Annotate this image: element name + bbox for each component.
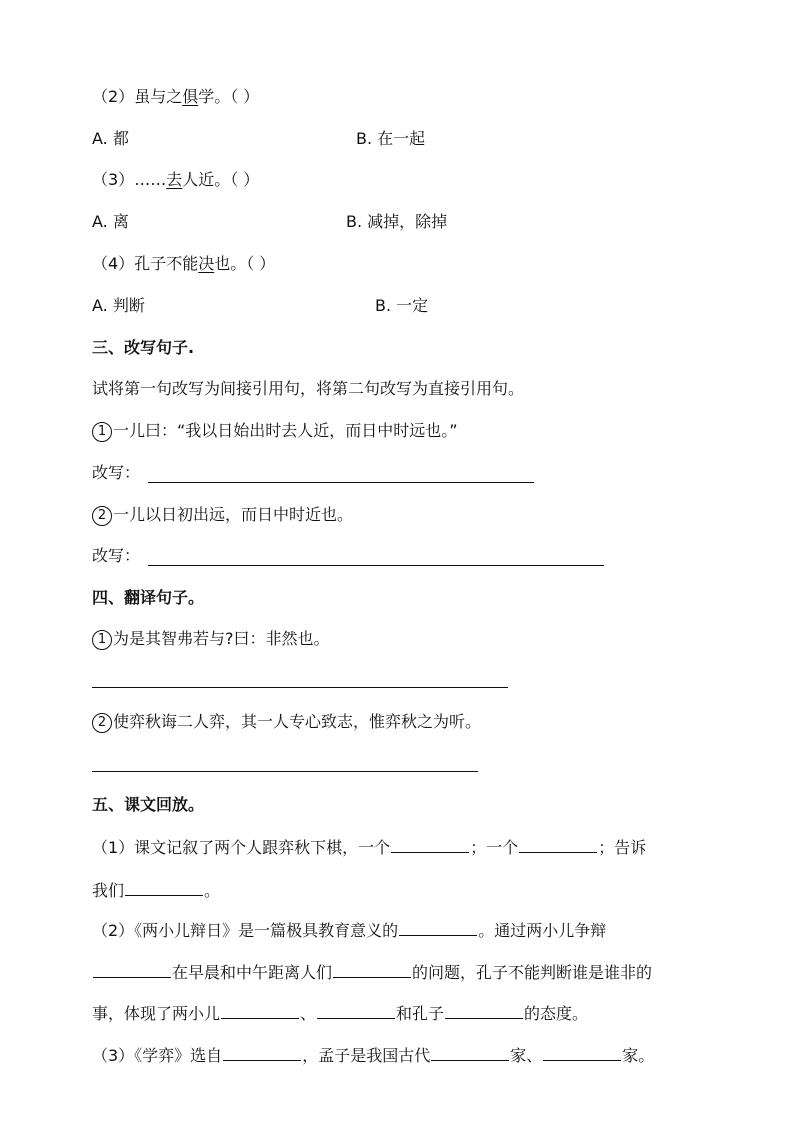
question-text: （1）课文记叙了两个人跟弈秋下棋，一个 bbox=[92, 838, 391, 857]
circled-number-2: 2 bbox=[92, 506, 112, 526]
question-text: 事，体现了两小儿 bbox=[92, 1004, 221, 1023]
sentence-text: 一儿曰：“我以日始出时去人近，而日中时远也。” bbox=[113, 421, 458, 440]
fill-blank[interactable] bbox=[431, 1044, 509, 1061]
question-text: 和孔子 bbox=[396, 1004, 445, 1023]
recall-question-2-line-1 bbox=[92, 919, 606, 941]
question-text: （3）《学弈》选自 bbox=[92, 1046, 223, 1065]
sentence-text: 一儿以日初出远，而日中时近也。 bbox=[113, 505, 354, 524]
fill-blank[interactable] bbox=[125, 879, 203, 896]
question-text: 的态度。 bbox=[524, 1004, 589, 1023]
rewrite-1-label: 改写： bbox=[92, 463, 141, 482]
question-text: 的问题，孔子不能判断谁是谁非的 bbox=[412, 963, 653, 982]
answer-bracket: 人近。（ ） bbox=[182, 170, 260, 189]
question-2-4 bbox=[92, 253, 275, 275]
recall-question-1-line-1 bbox=[92, 836, 646, 858]
rewrite-2-label: 改写： bbox=[92, 546, 141, 565]
question-text: ；一个 bbox=[470, 838, 519, 857]
fill-blank[interactable] bbox=[223, 1044, 301, 1061]
sentence-2 bbox=[92, 504, 353, 526]
question-number: （2） bbox=[92, 87, 135, 106]
question-text: 孔子不能 bbox=[134, 254, 199, 273]
question-text: 、 bbox=[300, 1004, 317, 1023]
question-text: 虽与之 bbox=[134, 87, 183, 106]
recall-question-3 bbox=[92, 1044, 654, 1066]
underlined-word: 决 bbox=[198, 254, 215, 273]
question-2-2 bbox=[92, 86, 259, 108]
recall-question-2-line-2 bbox=[92, 961, 652, 983]
translate-sentence-1 bbox=[92, 628, 330, 650]
section-4-title: 四、翻译句子。 bbox=[92, 588, 205, 607]
question-text: ；告诉 bbox=[598, 838, 647, 857]
fill-blank[interactable] bbox=[317, 1002, 395, 1019]
answer-bracket: 学。（ ） bbox=[198, 87, 260, 106]
fill-blank[interactable] bbox=[399, 919, 477, 936]
question-text: 我们 bbox=[92, 881, 125, 900]
rewrite-1-answer-line[interactable] bbox=[148, 482, 534, 483]
option-a: A. 离 bbox=[92, 212, 129, 231]
question-text: 家。 bbox=[622, 1046, 655, 1065]
question-text: …… bbox=[134, 170, 167, 189]
sentence-text: 使弈秋诲二人弈，其一人专心致志，惟弈秋之为听。 bbox=[113, 712, 482, 731]
fill-blank[interactable] bbox=[221, 1002, 299, 1019]
sentence-1 bbox=[92, 420, 458, 442]
option-a: A. 都 bbox=[92, 129, 129, 148]
option-a: A. 判断 bbox=[92, 296, 145, 315]
options-2-2 bbox=[92, 128, 425, 150]
section-3-title: 三、改写句子. bbox=[92, 338, 195, 357]
question-text: （2）《两小儿辩日》是一篇极具教育意义的 bbox=[92, 921, 399, 940]
option-b: B. 在一起 bbox=[356, 129, 426, 148]
underlined-word: 去 bbox=[166, 170, 183, 189]
circled-number-2: 2 bbox=[92, 713, 112, 733]
translate-1-answer-line[interactable] bbox=[92, 687, 508, 688]
options-2-4 bbox=[92, 295, 428, 317]
question-number: （3） bbox=[92, 170, 135, 189]
circled-number-1: 1 bbox=[92, 422, 112, 442]
section-3-instruction: 试将第一句改写为间接引用句，将第二句改写为直接引用句。 bbox=[92, 379, 525, 398]
circled-number-1: 1 bbox=[92, 630, 112, 650]
translate-sentence-2 bbox=[92, 711, 481, 733]
question-text: ，孟子是我国古代 bbox=[302, 1046, 431, 1065]
recall-question-2-line-3 bbox=[92, 1002, 588, 1024]
question-number: （4） bbox=[92, 254, 135, 273]
fill-blank[interactable] bbox=[543, 1044, 621, 1061]
fill-blank[interactable] bbox=[519, 836, 597, 853]
fill-blank[interactable] bbox=[445, 1002, 523, 1019]
question-text: 。 bbox=[204, 881, 221, 900]
question-text: 在早晨和中午距离人们 bbox=[172, 963, 333, 982]
section-5-title: 五、课文回放。 bbox=[92, 795, 205, 814]
fill-blank[interactable] bbox=[333, 961, 411, 978]
underlined-word: 俱 bbox=[182, 87, 199, 106]
rewrite-2-answer-line[interactable] bbox=[148, 565, 604, 566]
question-2-3 bbox=[92, 169, 259, 191]
option-b: B. 一定 bbox=[375, 296, 429, 315]
sentence-text: 为是其智弗若与?曰：非然也。 bbox=[113, 629, 330, 648]
options-2-3 bbox=[92, 211, 447, 233]
fill-blank[interactable] bbox=[93, 961, 171, 978]
recall-question-1-line-2 bbox=[92, 879, 220, 901]
question-text: 家、 bbox=[510, 1046, 543, 1065]
option-b: B. 减掉，除掉 bbox=[346, 212, 448, 231]
answer-bracket: 也。（ ） bbox=[214, 254, 276, 273]
translate-2-answer-line[interactable] bbox=[92, 771, 478, 772]
fill-blank[interactable] bbox=[391, 836, 469, 853]
question-text: 。通过两小儿争辩 bbox=[478, 921, 607, 940]
